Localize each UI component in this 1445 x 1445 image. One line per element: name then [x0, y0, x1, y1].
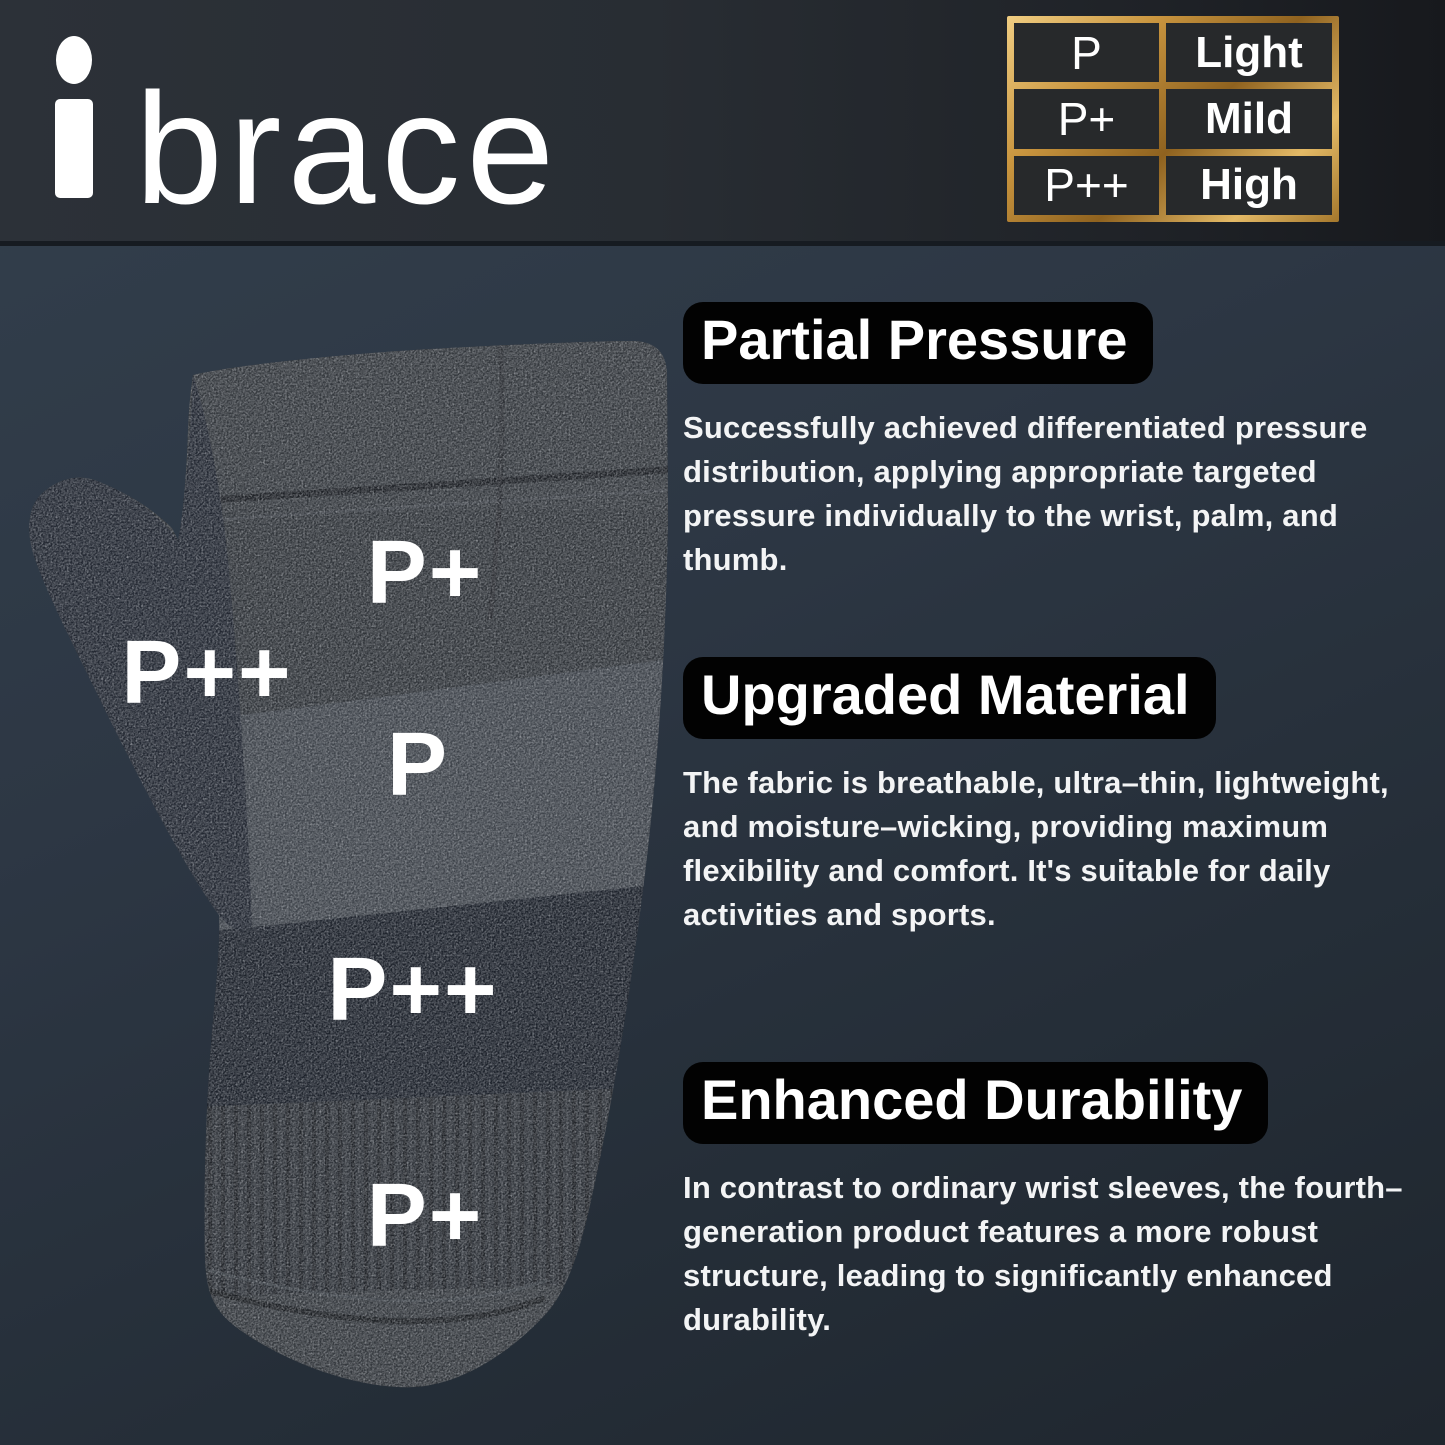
wrist-brace-photo: [0, 330, 700, 1445]
section-body: In contrast to ordinary wrist sleeves, the fourth–generation product features a more robust structure, leading to significantly enhanced durability.: [683, 1170, 1403, 1338]
section-title: Partial Pressure: [683, 302, 1153, 384]
pressure-legend-grid: [1014, 23, 1332, 215]
legend-code: P: [1071, 26, 1102, 79]
zone-label-mid: P: [386, 715, 450, 815]
section-body: The fabric is breathable, ultra–thin, lightweight, and moisture–wicking, providing maximum flexibility and comfort. It's suitable for daily activities and sports.: [683, 765, 1389, 933]
zone-label-wrist: P++: [327, 940, 499, 1040]
section-body: Successfully achieved differentiated pressure distribution, applying appropriate targeted pressure individually to the wrist, palm, and thumb.: [683, 410, 1368, 578]
brand-logo: [55, 36, 561, 237]
legend-cell-level: [1166, 89, 1332, 148]
legend-cell-level: [1166, 156, 1332, 215]
section-title: Upgraded Material: [683, 657, 1216, 739]
feature-section-upgraded-material: [683, 657, 1413, 937]
logo-i-glyph-icon: [55, 36, 93, 198]
logo-i-dot: [56, 36, 92, 84]
feature-section-enhanced-durability: [683, 1062, 1413, 1342]
legend-level: Mild: [1205, 93, 1293, 143]
legend-level: High: [1200, 160, 1298, 210]
legend-cell-level: [1166, 23, 1332, 82]
legend-code: P+: [1057, 92, 1116, 145]
zone-label-cuff: P+: [366, 1166, 484, 1266]
zone-label-palm: P+: [366, 523, 484, 623]
logo-i-stem: [55, 99, 93, 198]
brand-name: brace: [135, 60, 561, 237]
zone-label-thumb: P++: [121, 623, 293, 723]
feature-section-partial-pressure: [683, 302, 1413, 582]
top-banner: [0, 0, 1445, 246]
legend-level: Light: [1195, 27, 1303, 77]
legend-cell-code: [1014, 156, 1159, 215]
section-title: Enhanced Durability: [683, 1062, 1268, 1144]
legend-cell-code: [1014, 89, 1159, 148]
legend-code: P++: [1044, 159, 1129, 212]
pressure-legend-table: [1007, 16, 1339, 222]
legend-cell-code: [1014, 23, 1159, 82]
